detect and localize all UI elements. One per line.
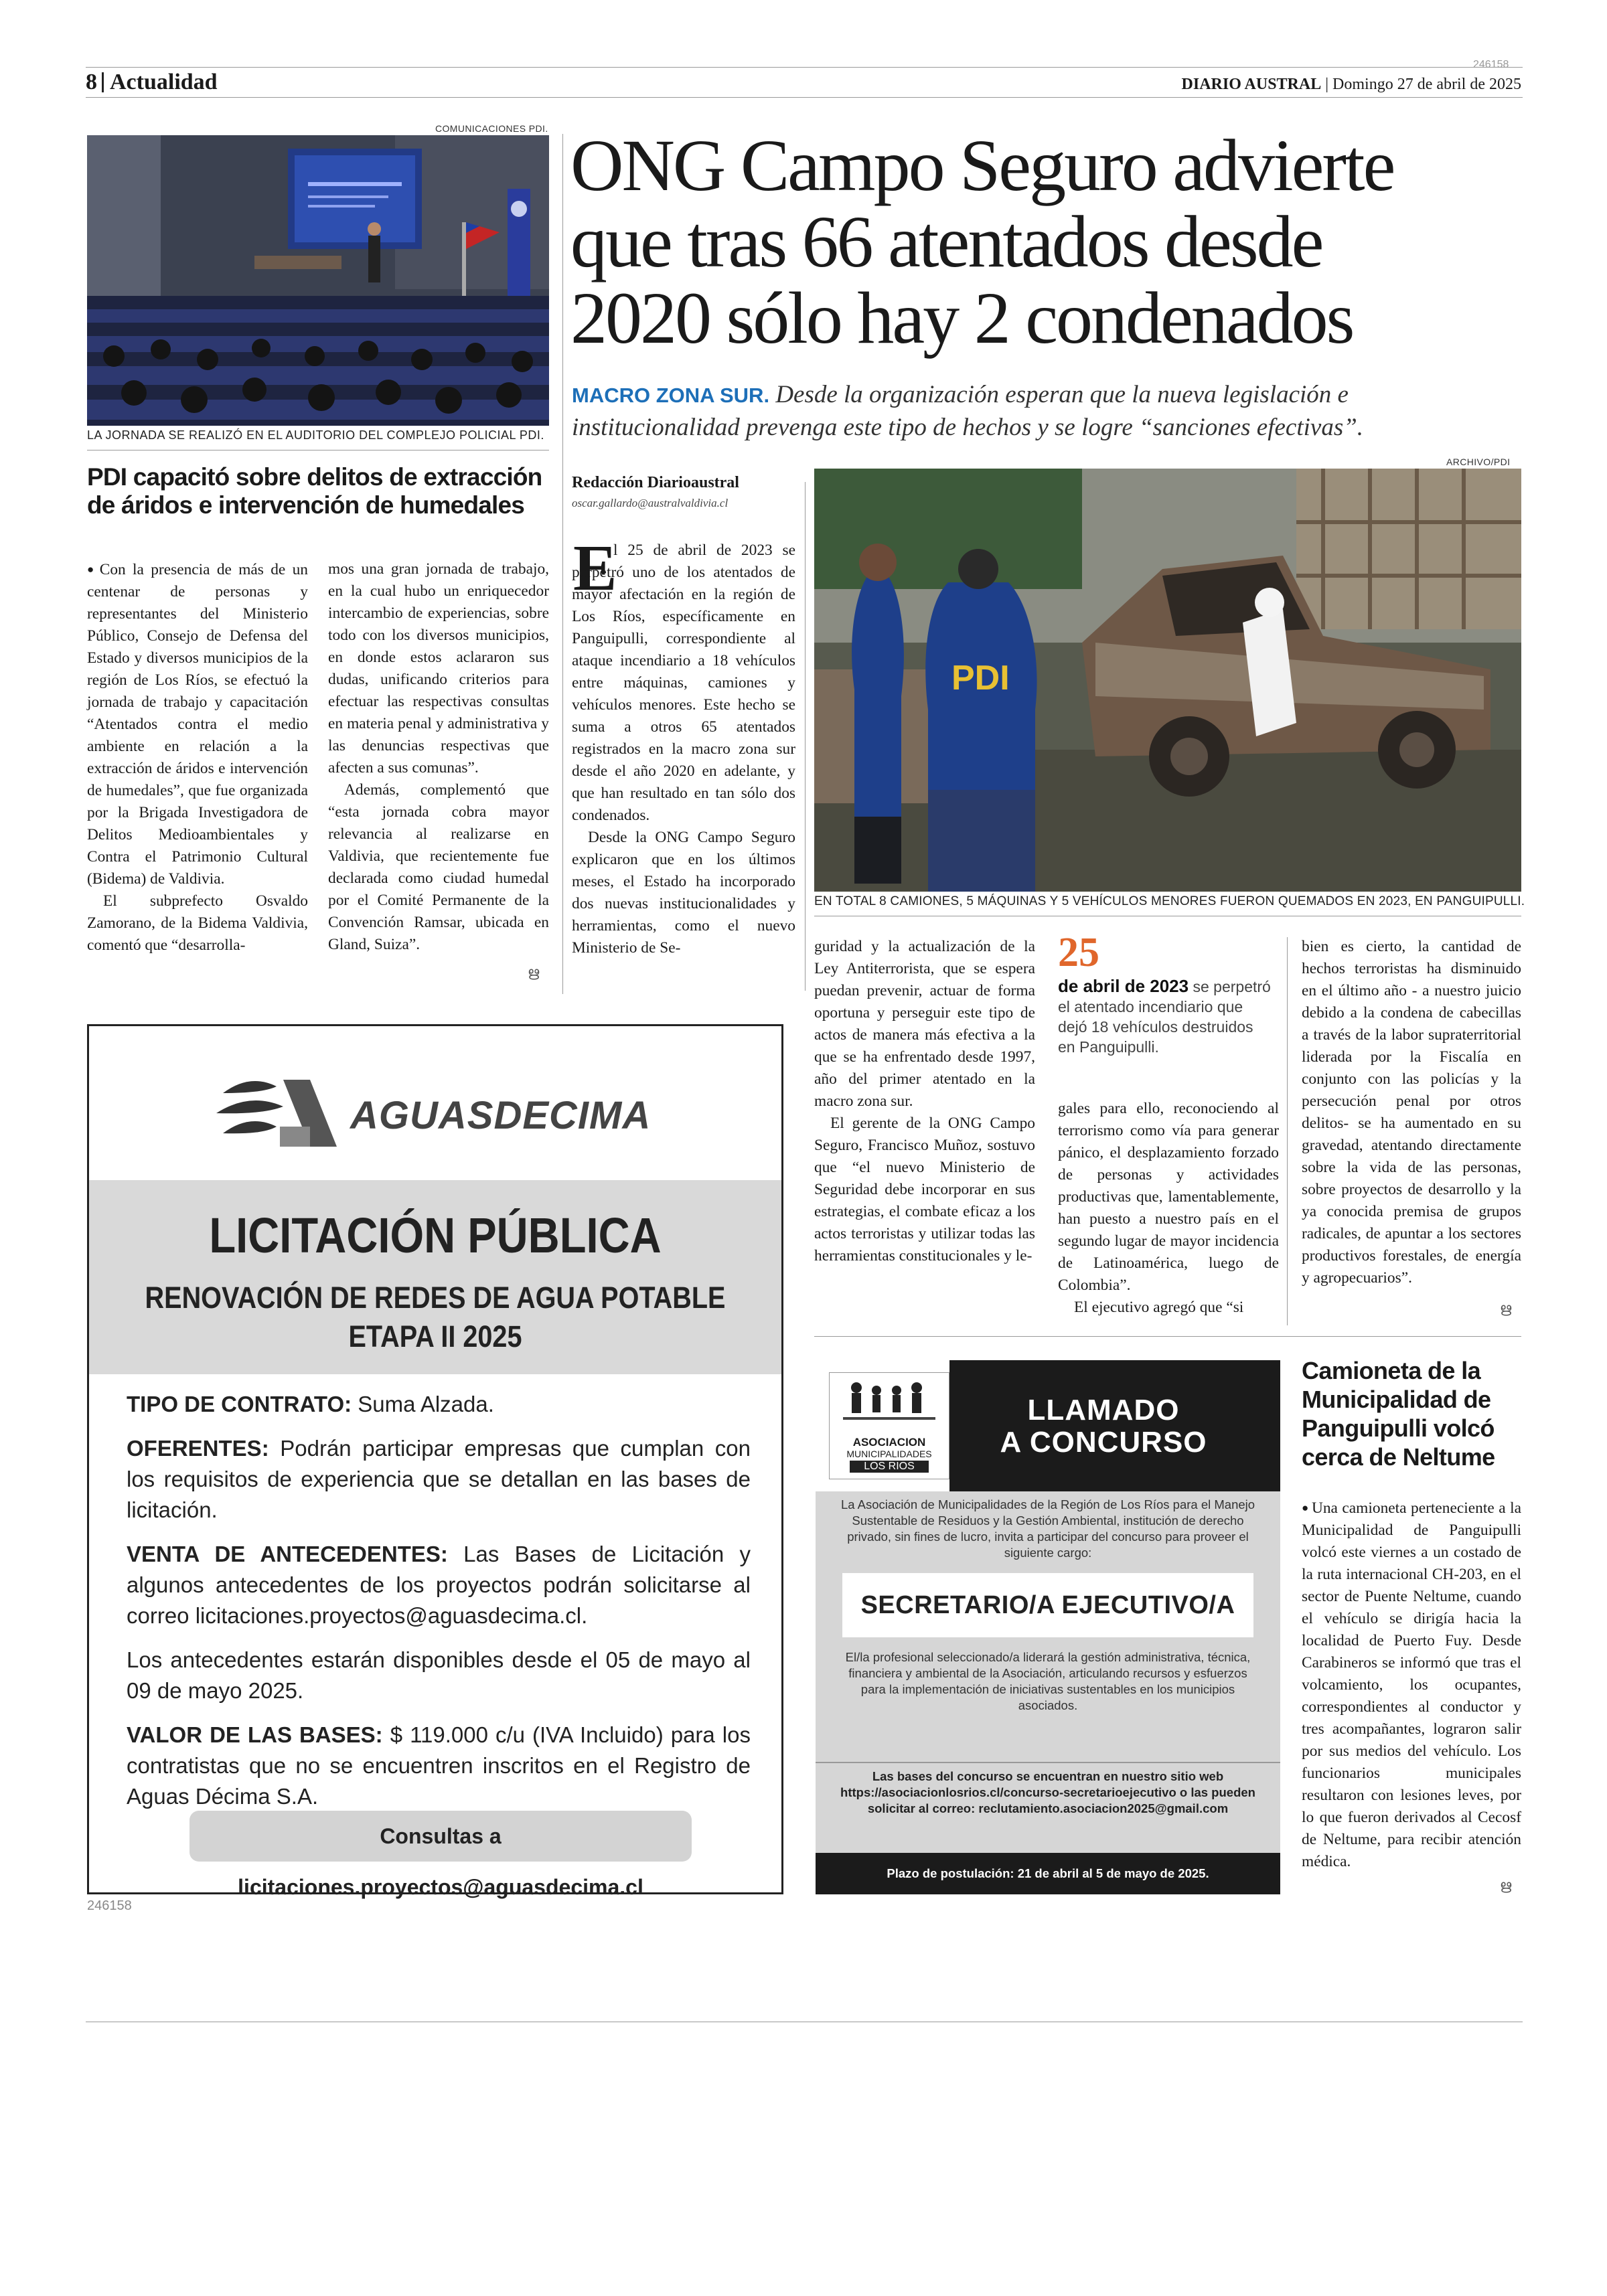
main-column-1 — [572, 532, 795, 959]
header-code: 246158 — [1473, 59, 1509, 70]
pdi-col2-paragraph-2: Además, complementó que “esta jornada cobra mayor relevancia al realizarse en Valdivia, que recientemente fue declarada como ciudad humedal por el Comité Permanente de la Convención Ramsar, ubicada en Gland, Suiza”. — [328, 781, 549, 953]
aguasdecima-ad — [87, 1024, 783, 1899]
availability-text: Los antecedentes estarán disponibles desde el 05 de mayo al 09 de mayo 2025. — [127, 1647, 751, 1703]
fact-box — [1058, 932, 1272, 1057]
section-name: Actualidad — [110, 70, 218, 94]
pdi-headline — [87, 463, 556, 519]
dropcap: E — [573, 532, 617, 604]
consultas-button[interactable]: Consultas a licitaciones.proyectos@aguasdecima.cl — [189, 1811, 692, 1862]
licitacion-subtitle-1: RENOVACIÓN DE REDES DE AGUA POTABLE — [145, 1281, 726, 1315]
camioneta-end-mark: ഋ — [1500, 1877, 1512, 1893]
asociacion-logo — [829, 1372, 949, 1479]
camioneta-headline-line-1: Camioneta de la — [1302, 1357, 1481, 1384]
aguasdecima-ad-code: 246158 — [87, 1898, 132, 1913]
issue-date: Domingo 27 de abril de 2025 — [1332, 76, 1521, 93]
main-column-2 — [814, 936, 1035, 1267]
deck-line-2: institucionalidad prevenga este tipo de hechos y se logre “sanciones efectivas”. — [572, 414, 1364, 441]
column-divider-right — [1287, 937, 1288, 1325]
oferentes-label: OFERENTES: — [127, 1436, 269, 1461]
burned-truck-photo — [814, 469, 1521, 892]
byline-email: oscar.gallardo@australvaldivia.cl — [572, 497, 729, 509]
main-paragraph-6: El ejecutivo agregó que “si — [1074, 1299, 1244, 1316]
concurso-deadline: Plazo de postulación: 21 de abril al 5 de mayo de 2025. — [816, 1853, 1280, 1894]
main-paragraph-1: l 25 de abril de 2023 se perpetró uno de los atentados de mayor afectación en la región de Los Ríos, específicamente en Panguipulli, correspondiente al ataque incendiario a 18 vehículos entre máquinas, camiones y vehículos menores. Este hecho se suma a otros 65 atentados registrados en la macro zona sur desde el año 2020 en adelante, y que han resultado en tan sólo dos condenados. — [572, 542, 795, 824]
llamado-title-1: LLAMADO — [1027, 1394, 1180, 1426]
asociacion-logo-text-1: ASOCIACION — [852, 1436, 926, 1449]
asociacion-logo-text-3: LOS RIOS — [850, 1461, 929, 1473]
section-rule-right — [814, 1336, 1521, 1337]
camioneta-headline-line-2: Municipalidad de — [1302, 1386, 1491, 1413]
venta-label: VENTA DE ANTECEDENTES: — [127, 1542, 448, 1566]
concurso-intro: La Asociación de Municipalidades de la Región de Los Ríos para el Manejo Sustentable de Residuos y la Gestión Ambiental, institución de derecho privado, sin fines de lucro, invita a participar del concurso para proveer el siguiente cargo: — [840, 1497, 1255, 1560]
deck-kicker: MACRO ZONA SUR. — [572, 384, 770, 407]
byline: Redacción Diarioaustral — [572, 474, 739, 491]
fact-text: se perpetró el atentado incendiario que dejó 18 vehículos destruidos en Panguipulli. — [1058, 978, 1271, 1056]
pdi-column-1 — [87, 558, 308, 957]
main-headline-line-3: 2020 sólo hay 2 condenados — [570, 277, 1353, 359]
pdi-headline-line-2: de áridos e intervención de humedales — [87, 491, 525, 519]
main-paragraph-4: El gerente de la ONG Campo Seguro, Francisco Muñoz, sostuvo que “el nuevo Ministerio de Seguridad debe incorporar en sus estrategias, el combate eficaz a los actos terroristas y utilizar todas las herramientas constitucionales y le- — [814, 1115, 1035, 1264]
camioneta-body-column — [1302, 1497, 1521, 1873]
concurso-divider — [816, 1762, 1280, 1763]
pdi-photo-caption: LA JORNADA SE REALIZÓ EN EL AUDITORIO DEL COMPLEJO POLICIAL PDI. — [87, 428, 544, 442]
page-number: 8 — [86, 70, 97, 94]
deck-line-1: Desde la organización esperan que la nueva legislación e — [775, 381, 1349, 408]
aguasdecima-brand: AGUASDECIMA — [350, 1094, 652, 1137]
pdi-col1-paragraph-1: ● Con la presencia de más de un centenar de personas y representantes del Ministerio Público, Consejo de Defensa del Estado y diversos municipios de la región de Los Ríos, se efectuó la jornada de trabajo y capacitación “Atentados contra el medio ambiente en relación a la extracción de áridos e intervención de humedales”, que fue organizada por la Brigada Investigadora de Delitos Medioambientales y Contra el Patrimonio Cultural (Bidema) de Valdivia. — [87, 558, 308, 890]
camioneta-body: ● Una camioneta perteneciente a la Municipalidad de Panguipulli volcó este viernes a un costado de la ruta internacional CH-203, en el sector de Puente Neltume, cuando el vehículo se dirigía hacia la localidad de Puerto Fuy. Desde Carabineros se informó que tras el volcamiento, los ocupantes, correspondientes al conductor y tres acompañantes, lograron salir por sus medios del vehículo. Los funcionarios municipales resultaron con lesiones leves, por lo que fueron derivados al Cecosf de Neltume, para recibir atención médica. — [1302, 1497, 1521, 1873]
oferentes-value: Podrán participar empresas que cumplan con los requisitos de experiencia que se detallan en las bases de licitación. — [127, 1436, 751, 1522]
main-column-3 — [1058, 1098, 1279, 1319]
fact-bold: de abril de 2023 — [1058, 976, 1189, 996]
valor-value: $ 119.000 c/u (IVA Incluido) para los contratistas que no se encuentren inscritos en el Registro de Aguas Décima S.A. — [127, 1722, 751, 1809]
main-deck — [572, 379, 1523, 444]
llamado-title-2: A CONCURSO — [1000, 1426, 1207, 1459]
fact-text-block — [1058, 976, 1272, 1057]
fact-number: 25 — [1058, 930, 1099, 975]
licitacion-subtitle-2: ETAPA II 2025 — [348, 1319, 522, 1354]
main-headline — [570, 125, 1521, 359]
pdi-column-2 — [328, 558, 549, 956]
asociacion-logo-icon — [830, 1373, 949, 1433]
camioneta-headline-line-4: cerca de Neltume — [1302, 1443, 1495, 1471]
venta-value: Las Bases de Licitación y algunos antecedentes de los proyectos podrán solicitarse al correo licitaciones.proyectos@aguasdecima.cl. — [127, 1542, 751, 1628]
main-paragraph-3: guridad y la actualización de la Ley Antiterrorista, que se espera puedan prevenir, actuar de forma oportuna y perseguir este tipo de actos de manera más efectiva a la que se ha enfrentado desde 1997, año del primer atentado en la macro zona sur. — [814, 938, 1035, 1110]
pdi-auditorium-photo — [87, 135, 549, 426]
auditorium-illustration — [87, 135, 549, 426]
camioneta-headline — [1302, 1356, 1523, 1471]
section-divider — [102, 72, 104, 92]
concurso-description: El/la profesional seleccionado/a liderará la gestión administrativa, técnica, financiera y ambiental de la Asociación, articulando recursos y esfuerzos para la implementación de iniciativas sustentables en los municipios asociados. — [845, 1650, 1251, 1712]
pdi-headline-line-1: PDI capacitó sobre delitos de extracción — [87, 463, 542, 491]
position-box[interactable]: SECRETARIO/A EJECUTIVO/A — [842, 1573, 1253, 1637]
pdi-col2-paragraph-1: mos una gran jornada de trabajo, en la cual hubo un enriquecedor intercambio de experiencias, sobre todo con los diversos municipios, en donde estos aclararon sus dudas, unificando criterios para efectuar las respectivas consultas en materia penal y administrativa y las denuncias respectivas que afecten a sus comunas”. — [328, 560, 549, 776]
burned-truck-illustration — [814, 469, 1521, 892]
main-end-mark: ഋ — [1500, 1300, 1512, 1316]
newspaper-name: DIARIO AUSTRAL — [1181, 76, 1322, 93]
main-headline-line-1: ONG Campo Seguro advierte — [570, 125, 1394, 206]
aguasdecima-logo — [210, 1066, 678, 1160]
column-divider-left — [562, 134, 563, 994]
main-headline-line-2: que tras 66 atentados desde — [570, 201, 1322, 282]
main-paragraph-7: bien es cierto, la cantidad de hechos terroristas ha disminuido en el último año - a nuestro juicio debido a la condena de cabecillas a través de la labor supraterritorial liderada por la Fiscalía en conjunto con las policías y la persecución penal por otros delitos- se ha aumentado en su gravedad, atentando directamente sobre la vida de las personas, sobre proyectos de desarrollo y la ya conocida premisa de grupos radicales, de apuntar a los sectores productivos forestales, de energía y agropecuarios”. — [1302, 938, 1521, 1287]
aguasdecima-logo-icon — [210, 1066, 343, 1153]
pdi-photo-credit: COMUNICACIONES PDI. — [435, 123, 548, 134]
contract-type-value: Suma Alzada. — [358, 1392, 494, 1416]
concurso-bases: Las bases del concurso se encuentran en nuestro sitio web https://asociacionlosrios.cl/concurso-secretarioejecutivo o las pueden solicitar al correo: reclutamiento.asociacion2025@gmail.com — [840, 1769, 1255, 1815]
main-paragraph-2: Desde la ONG Campo Seguro explicaron que en los últimos meses, el Estado ha incorporado dos nuevas institucionalidades y herramientas, como el nuevo Ministerio de Se- — [572, 829, 795, 957]
concurso-ad — [816, 1360, 1280, 1894]
header-right — [1182, 70, 1521, 99]
pdi-col1-paragraph-2: El subprefecto Osvaldo Zamorano, de la Bidema Valdivia, comentó que “desarrolla- — [87, 892, 308, 954]
main-photo-caption: EN TOTAL 8 CAMIONES, 5 MÁQUINAS Y 5 VEHÍCULOS MENORES FUERON QUEMADOS EN 2023, EN PANGUIPULLI. — [814, 894, 1525, 908]
camioneta-headline-line-3: Panguipulli volcó — [1302, 1414, 1495, 1442]
main-photo-credit: ARCHIVO/PDI — [1446, 457, 1511, 467]
valor-label: VALOR DE LAS BASES: — [127, 1722, 383, 1747]
asociacion-logo-text-2: MUNICIPALIDADES — [846, 1449, 932, 1459]
svg-text:PDI: PDI — [951, 659, 1010, 698]
contract-type-label: TIPO DE CONTRATO: — [127, 1392, 352, 1416]
column-divider-mid — [805, 482, 806, 991]
main-paragraph-5: gales para ello, reconociendo al terrorismo como vía para generar pánico, el desplazamiento forzado de personas y actividades productivas que, lamentablemente, han puesto a nuestro país en el segundo lugar de mayor incidencia de Latinoamérica, luego de Colombia”. — [1058, 1100, 1279, 1294]
licitacion-title: LICITACIÓN PÚBLICA — [209, 1208, 662, 1263]
licitacion-details — [127, 1389, 751, 1812]
pdi-end-mark: ഋ — [528, 964, 540, 980]
header-divider: | — [1325, 76, 1333, 93]
main-column-4 — [1302, 936, 1521, 1289]
